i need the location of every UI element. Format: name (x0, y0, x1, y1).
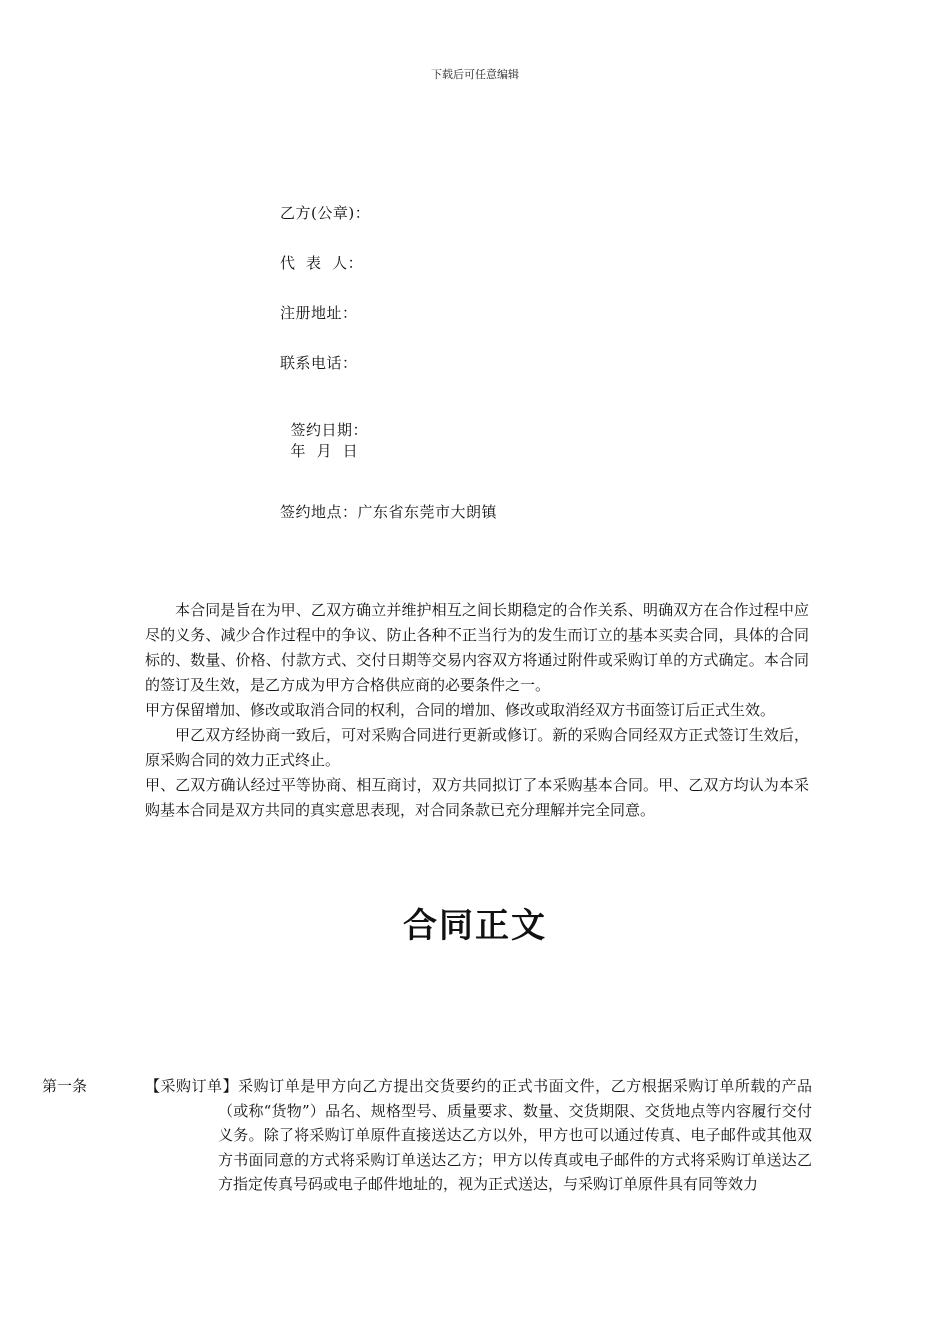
article-1-text: 【采购订单】采购订单是甲方向乙方提出交货要约的正式书面文件，乙方根据采购订单所载的产品（或称“货物”）品名、规格型号、质量要求、数量、交货期限、交货地点等内容履行交付义务。除了将采购订单原件直接送达乙方以外，甲方也可以通过传真、电子邮件或其他双方书面同意的方式将采购订单送达乙方；甲方以传真或电子邮件的方式将采购订单送达乙方指定传真号码或电子邮件地址的，视为正式送达，与采购订单原件具有同等效力 (145, 1077, 812, 1193)
sign-date-label: 签约日期： (290, 421, 369, 439)
contact-phone-label: 联系电话： (280, 354, 358, 372)
contract-body-title: 合同正文 (403, 906, 547, 946)
sign-date-line (280, 401, 368, 461)
party-b-seal-label: 乙方(公章)： (280, 204, 371, 222)
intro-paragraph-4: 甲、乙双方确认经过平等协商、相互商讨，双方共同拟订了本采购基本合同。甲、乙双方均认为本采购基本合同是双方共同的真实意思表现，对合同条款已充分理解并完全同意。 (145, 776, 809, 819)
intro-paragraph-2: 甲方保留增加、修改或取消合同的权利，合同的增加、修改或取消经双方书面签订后正式生效。 (145, 701, 776, 719)
article-1-number: 第一条 (42, 1077, 88, 1095)
intro-paragraph-1: 本合同是旨在为甲、乙双方确立并维护相互之间长期稳定的合作关系、明确双方在合作过程中应尽的义务、减少合作过程中的争议、防止各种不正当行为的发生而订立的基本买卖合同，具体的合同标的、数量、价格、付款方式、交付日期等交易内容双方将通过附件或采购订单的方式确定。本合同的签订及生效，是乙方成为甲方合格供应商的必要条件之一。 (145, 601, 809, 694)
registered-address-label: 注册地址： (280, 304, 358, 322)
intro-paragraph-3: 甲乙双方经协商一致后，可对采购合同进行更新或修订。新的采购合同经双方正式签订生效后，原采购合同的效力正式终止。 (145, 726, 809, 769)
sign-place-line (280, 501, 497, 522)
page-header-note: 下载后可任意编辑 (431, 68, 519, 81)
contract-intro (145, 598, 809, 823)
representative-label: 代 表 人： (280, 254, 364, 272)
article-1 (42, 1074, 812, 1197)
sign-date-value: 年 月 日 (290, 442, 359, 460)
sign-place-label: 签约地点： (280, 503, 358, 521)
sign-place-value: 广东省东莞市大朗镇 (357, 503, 498, 521)
